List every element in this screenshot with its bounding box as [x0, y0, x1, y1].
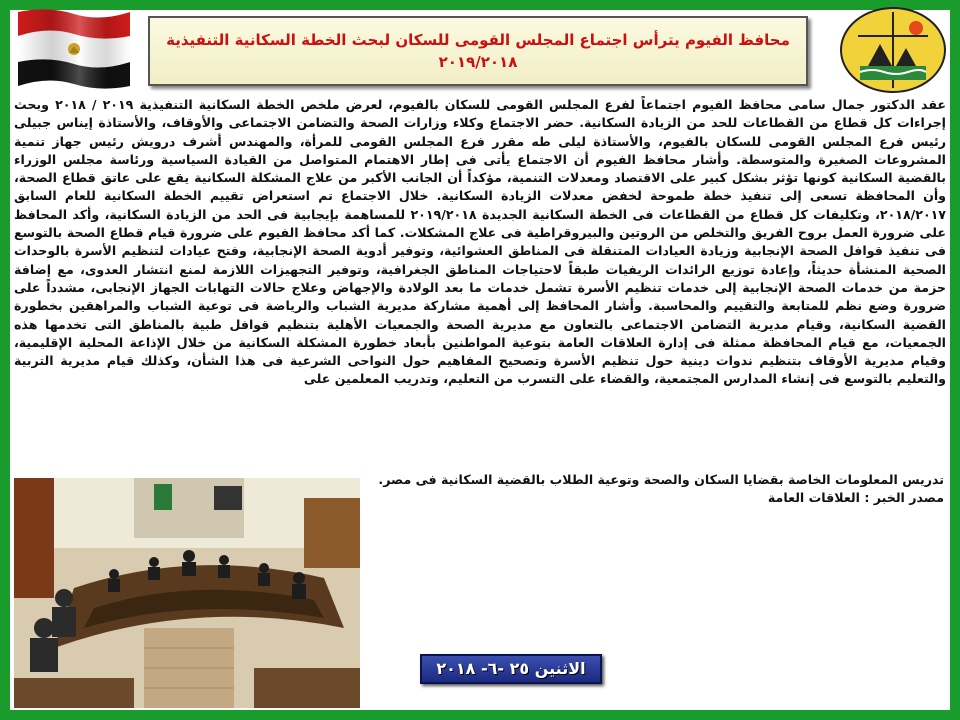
- date-badge: الاثنين ٢٥ -٦- ٢٠١٨: [420, 654, 602, 684]
- egypt-flag-icon: [14, 6, 132, 92]
- headline-line-1: محافظ الفيوم يترأس اجتماع المجلس القومى للسكان لبحث الخطة السكانية التنفيذية: [166, 31, 790, 49]
- article-last-line: تدريس المعلومات الخاصة بقضايا السكان والصحة وتوعية الطلاب بالقضية السكانية فى مصر.: [378, 472, 944, 487]
- fayoum-governorate-logo-icon: [838, 6, 948, 94]
- headline-box: [148, 16, 808, 86]
- article-body: عقد الدكتور جمال سامى محافظ الفيوم اجتماعاً لفرع المجلس القومى للسكان بالفيوم، لعرض ملخص الخطة السكانية التنفيذية ٢٠١٩ / ٢٠١٨ وبحث إجراءات كل قطاع من القطاعات للحد من الزيادة السكانية. حضر الاجتماع وكلاء وزارات الصحة والتضامن الاجتماعى والأوقاف، والأستاذة إيناس جبيلى رئيس فرع المجلس القومى للسكان بالفيوم، والأستاذة ليلى طه مقرر فرع المجلس القومى للمرأة، والمهندس أشرف درويش رئيس جهاز تنمية المشروعات الصغيرة والمتوسطة. وأشار محافظ الفيوم أن الاجتماع يأتى فى إطار الاهتمام المتواصل من القيادة السياسية ورئاسة مجلس الوزراء بالقضية السكانية كونها تؤثر بشكل كبير على الاقتصاد ومعدلات التنمية، مؤكداً أن الجانب الأكبر من علاج المشكلة السكانية يقع على عاتق قطاع الصحة، وأن المحافظة تسعى إلى تنفيذ خطة طموحة لخفض معدلات الزيادة السكانية. خلال الاجتماع تم استعراض تقييم الخطة السكانية للعام السابق ٢٠١٨/٢٠١٧، وتكليفات كل قطاع من القطاعات فى الخطة السكانية الجديدة ٢٠١٩/٢٠١٨ للمساهمة بإيجابية فى الحد من الزيادة السكانية، وأكد المحافظ على ضرورة العمل بروح الفريق والتخلص من الروتين والبيروقراطية فى علاج المشكلات. كما أكد محافظ الفيوم على ضرورة قيام قطاع الصحة بالتوسع فى تنفيذ قوافل الصحة الإنجابية وزيادة العيادات المتنقلة فى المناطق العشوائية، وتوفير أدوية الصحة الإنجابية، وفتح عيادات لتنظيم الأسرة بالوحدات الصحية المنشأة حديثاً، وإعادة توزيع الرائدات الريفيات طبقاً لاحتياجات المناطق الجغرافية، وتوفير التجهيزات اللازمة لمنع انتشار العدوى، مع إضافة حزمة من خدمات الصحة الإنجابية إلى خدمات تنظيم الأسرة تشمل خدمات ما بعد الولادة والإجهاض وعلاج حالات التهابات الجهاز الإنجابى، مشدداً على ضرورة وضع نظم للمتابعة والتقييم والمحاسبة. وأشار المحافظ إلى أهمية مشاركة مديرية الشباب والرياضة فى توعية الشباب والمراهقين بخطورة القضية السكانية، وقيام مديرية التضامن الاجتماعى بالتعاون مع مديرية الصحة والجمعيات الأهلية بتنظيم قوافل طبية بالمناطق التى تخدمها هذه الجمعيات، مع قيام المحافظة ممثلة فى إدارة العلاقات العامة بتوعية المواطنين بأبعاد خطورة المشكلة السكانية من خلال الإذاعة المحلية الإقليمية، وقيام مديرية الأوقاف بتنظيم ندوات دينية حول تنظيم الأسرة وتصحيح المفاهيم حول النواحى الشرعية فى هذا الشأن، وكذلك قيام مديرية التربية والتعليم بالتوسع فى إنشاء المدارس المجتمعية، والقضاء على التسرب من التعليم، وتدريب المعلمين على: [14, 97, 946, 387]
- news-source: مصدر الخبر : العلاقات العامة: [767, 490, 944, 505]
- headline-line-2: ٢٠١٩/٢٠١٨: [438, 53, 518, 71]
- meeting-photo: [14, 478, 360, 708]
